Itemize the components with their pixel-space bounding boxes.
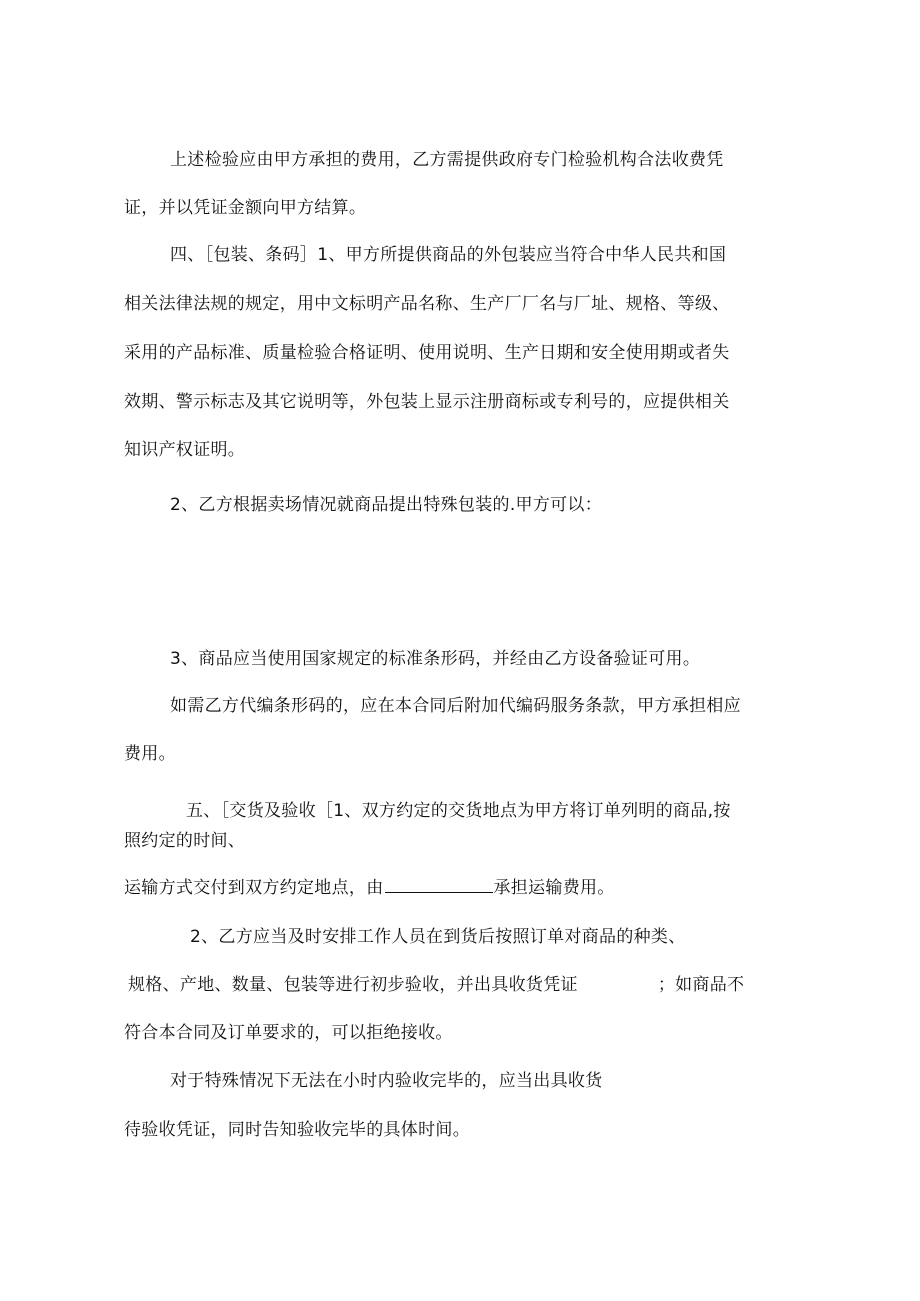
acceptance-item2-line1: 2、乙方应当及时安排工作人员在到货后按照订单对商品的种类、 <box>190 927 686 947</box>
section5-heading-line: 五、［交货及验收［1、双方约定的交货地点为甲方将订单列明的商品,按 <box>186 801 731 821</box>
section5-line3 <box>124 876 615 900</box>
section5-line2: 照约定的时间、 <box>124 831 246 851</box>
encoding-line1: 如需乙方代编条形码的，应在本合同后附加代编码服务条款，甲方承担相应 <box>170 696 741 716</box>
carrier-blank-field <box>385 877 493 893</box>
section4-heading-line: 四、［包装、条码］1、甲方所提供商品的外包装应当符合中华人民共和国 <box>170 245 727 265</box>
section4-line5: 知识产权证明。 <box>124 440 246 460</box>
para1-line2: 证，并以凭证金额向甲方结算。 <box>124 198 367 218</box>
acceptance-item2-line2 <box>128 973 744 997</box>
section5-line3-after: 承担运输费用。 <box>493 878 615 898</box>
para1-line1: 上述检验应由甲方承担的费用，乙方需提供政府专门检验机构合法收费凭 <box>170 150 724 170</box>
section4-line2: 相关法律法规的规定，用中文标明产品名称、生产厂厂名与厂址、规格、等级、 <box>124 294 730 314</box>
section5-line3-before: 运输方式交付到双方约定地点，由 <box>124 878 384 898</box>
acceptance-line2-after: ；如商品不 <box>657 975 745 995</box>
section4-line4: 效期、警示标志及其它说明等，外包装上显示注册商标或专利号的，应提供相关 <box>124 392 730 412</box>
special-case-line2: 待验收凭证，同时告知验收完毕的具体时间。 <box>124 1120 470 1140</box>
encoding-line2: 费用。 <box>124 744 176 764</box>
acceptance-item2-line3: 符合本合同及订单要求的，可以拒绝接收。 <box>124 1023 453 1043</box>
packaging-item2: 2、乙方根据卖场情况就商品提出特殊包装的.甲方可以： <box>170 495 603 515</box>
acceptance-line2-before: 规格、产地、数量、包装等进行初步验收，并出具收货凭证 <box>128 975 578 995</box>
special-case-line1: 对于特殊情况下无法在小时内验收完毕的，应当出具收货 <box>170 1071 603 1091</box>
section4-line3: 采用的产品标准、质量检验合格证明、使用说明、生产日期和安全使用期或者失 <box>124 343 730 363</box>
barcode-item3: 3、商品应当使用国家规定的标准条形码，并经由乙方设备验证可用。 <box>170 649 701 669</box>
